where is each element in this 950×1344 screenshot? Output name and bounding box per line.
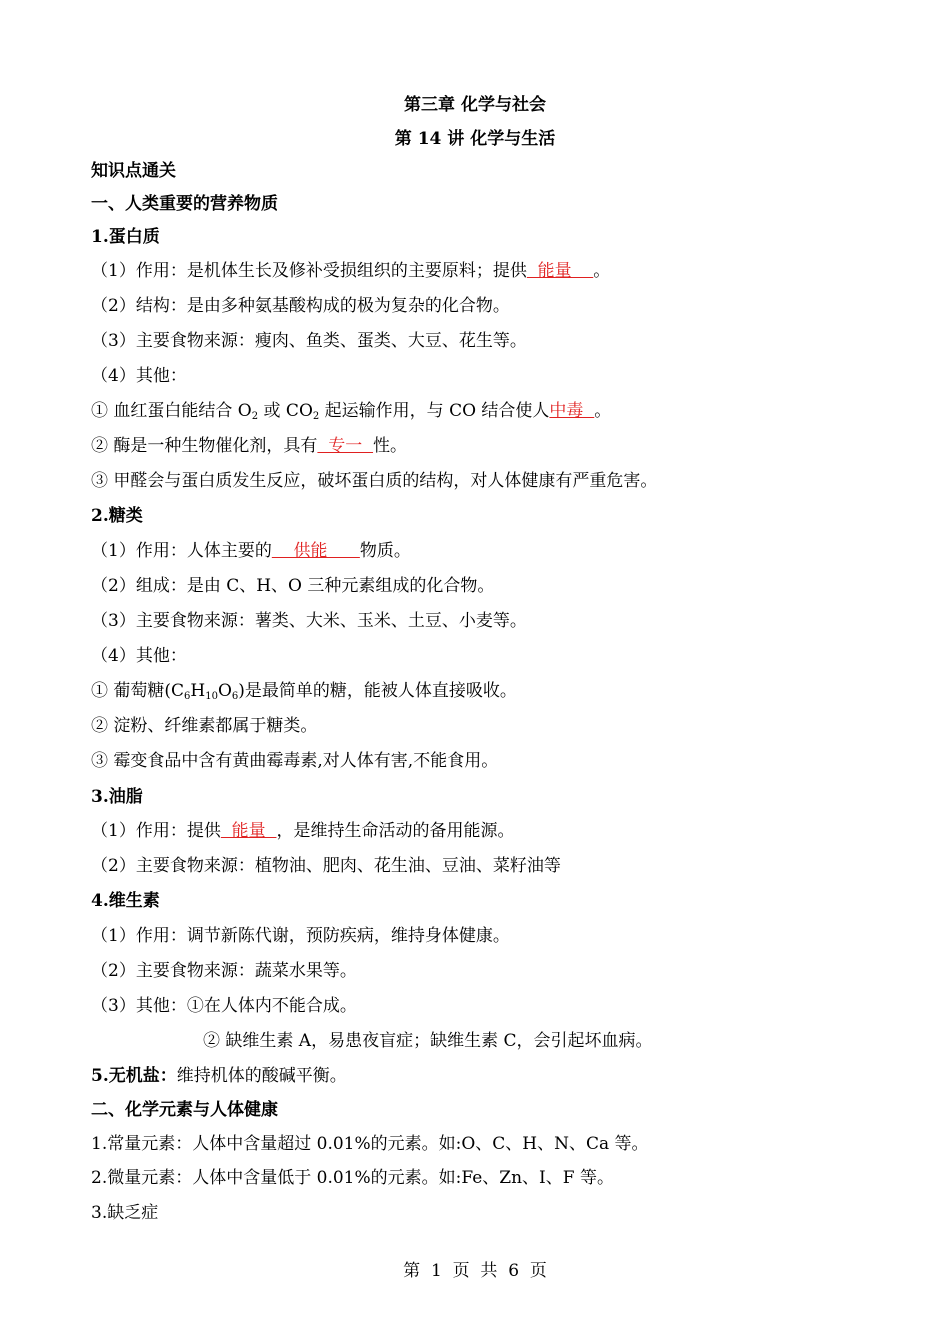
protein-function-answer: 能量 [526,261,594,281]
protein-other: （4）其他： [91,366,187,386]
trace-elements: 2.微量元素：人体中含量低于 0.01%的元素。如:Fe、Zn、I、F 等。 [91,1168,614,1188]
enzyme-end: 性。 [373,436,408,456]
vitamin-heading: 4.维生素 [91,891,160,911]
protein-sources: （3）主要食物来源：瘦肉、鱼类、蛋类、大豆、花生等。 [91,331,527,351]
glucose-text-c: O [217,681,232,701]
protein-heading: 1.蛋白质 [91,227,160,247]
mineral-label: 5.无机盐： [91,1066,177,1086]
sugar-composition: （2）组成：是由 C、H、O 三种元素组成的化合物。 [91,576,495,596]
sugar-function-answer: 供能 [271,541,360,561]
protein-structure: （2）结构：是由多种氨基酸构成的极为复杂的化合物。 [91,296,510,316]
mineral-text: 维持机体的酸碱平衡。 [176,1066,347,1086]
fat-function-answer: 能量 [220,821,277,841]
sugar-other-3: ③ 霉变食品中含有黄曲霉毒素,对人体有害,不能食用。 [91,751,499,771]
mineral-line [91,1065,347,1087]
glucose-text-a: ① 葡萄糖(C [91,681,185,701]
knowledge-points-heading: 知识点通关 [91,161,176,181]
deficiency-heading: 3.缺乏症 [91,1203,159,1223]
fat-function [91,820,514,842]
fat-function-text: （1）作用：提供 [91,821,221,841]
c6-subscript: 6 [184,691,191,702]
enzyme-answer: 专一 [317,436,374,456]
hemoglobin-answer: 中毒 [549,401,595,421]
vitamin-function: （1）作用：调节新陈代谢，预防疾病，维持身体健康。 [91,926,510,946]
hemoglobin-text-a: ① 血红蛋白能结合 O [91,401,252,421]
sugar-function [91,540,411,562]
protein-other-3: ③ 甲醛会与蛋白质发生反应，破坏蛋白质的结构，对人体健康有严重危害。 [91,471,658,491]
sugar-heading: 2.糖类 [91,506,143,526]
lesson-title: 第 14 讲 化学与生活 [394,129,556,149]
sugar-function-end: 物质。 [359,541,411,561]
hemoglobin-end: 。 [594,401,612,421]
fat-function-end: ，是维持生命活动的备用能源。 [276,821,515,841]
glucose-text-b: H [190,681,206,701]
protein-other-1 [91,400,611,422]
o2-subscript: 2 [251,411,259,422]
vitamin-sources: （2）主要食物来源：蔬菜水果等。 [91,961,357,981]
protein-other-2 [91,435,407,457]
hemoglobin-text-b: 或 CO [258,401,313,421]
sugar-other-1 [91,680,517,702]
vitamin-other-2: ② 缺维生素 A，易患夜盲症；缺维生素 C，会引起坏血病。 [203,1031,653,1051]
sugar-other-2: ② 淀粉、纤维素都属于糖类。 [91,716,318,736]
protein-function-text: （1）作用：是机体生长及修补受损组织的主要原料；提供 [91,261,527,281]
chapter-title: 第三章 化学与社会 [404,95,546,115]
fat-sources: （2）主要食物来源：植物油、肥肉、花生油、豆油、菜籽油等 [91,856,561,876]
glucose-text-d: )是最简单的糖，能被人体直接吸收。 [238,681,517,701]
enzyme-text: ② 酶是一种生物催化剂，具有 [91,436,318,456]
protein-function [91,260,610,282]
protein-function-end: 。 [593,261,611,281]
vitamin-other-1: （3）其他：①在人体内不能合成。 [91,996,357,1016]
sugar-other: （4）其他： [91,646,187,666]
page-footer: 第 1 页 共 6 页 [403,1261,547,1281]
fat-heading: 3.油脂 [91,787,143,807]
co2-subscript: 2 [312,411,320,422]
h10-subscript: 10 [205,691,218,702]
o6-subscript: 6 [231,691,239,702]
section-heading-nutrients: 一、人类重要的营养物质 [91,194,278,214]
sugar-function-text: （1）作用：人体主要的 [91,541,272,561]
hemoglobin-text-c: 起运输作用，与 CO 结合使人 [319,401,550,421]
macro-elements: 1.常量元素：人体中含量超过 0.01%的元素。如:O、C、H、N、Ca 等。 [91,1134,649,1154]
sugar-sources: （3）主要食物来源：薯类、大米、玉米、土豆、小麦等。 [91,611,527,631]
section-heading-elements: 二、化学元素与人体健康 [91,1100,278,1120]
